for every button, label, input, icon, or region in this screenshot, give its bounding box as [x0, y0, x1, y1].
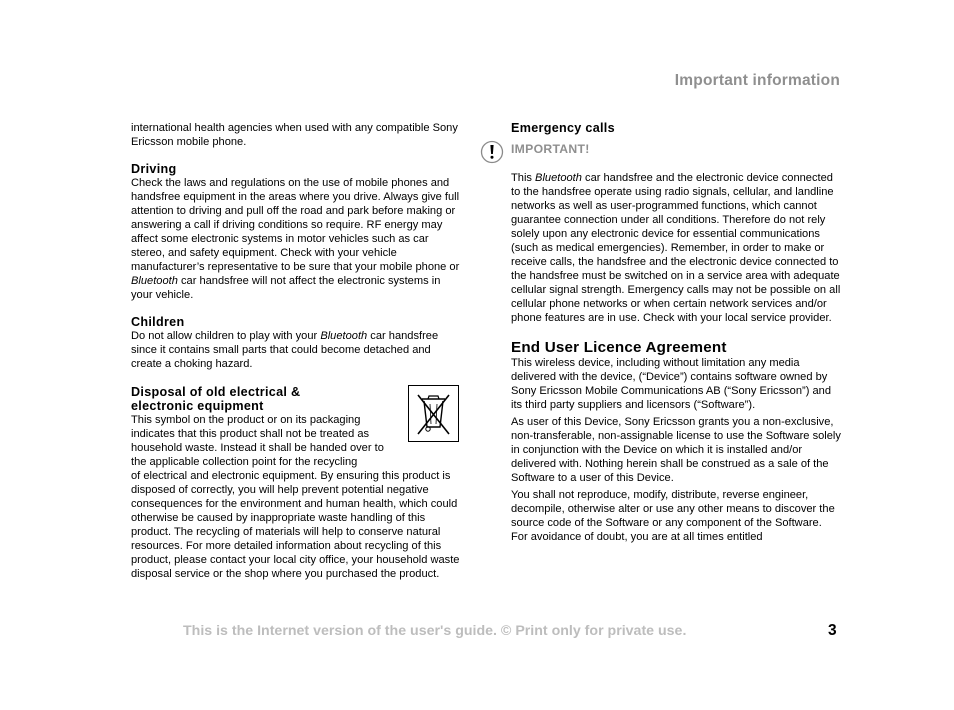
disposal-section — [131, 385, 461, 581]
page-number: 3 — [828, 622, 837, 639]
important-notice — [511, 142, 841, 168]
driving-text-before: Check the laws and regulations on the use of mobile phones and handsfree equipment in the areas where you drive. Always give full attention to driving and pull off the road and park before making or answering a call if driving conditions so require. RF energy may affect some electronic systems in motor vehicles such as car stereo, and safety equipment. Check with your vehicle manufacturer’s representative to be sure that your mobile phone or — [131, 177, 460, 273]
children-bluetooth-term: Bluetooth — [320, 330, 368, 342]
children-text-before: Do not allow children to play with your — [131, 330, 321, 342]
children-text-after: car handsfree since it contains small parts that could become detached and create a choking hazard. — [131, 330, 439, 370]
emergency-paragraph — [511, 171, 841, 325]
children-paragraph — [131, 329, 461, 371]
driving-heading: Driving — [131, 162, 177, 176]
emergency-text-before: This — [511, 172, 536, 184]
intro-paragraph: international health agencies when used with any compatible Sony Ericsson mobile phone. — [131, 122, 458, 148]
emergency-heading: Emergency calls — [511, 121, 615, 135]
eula-paragraph-1: This wireless device, including without limitation any media delivered with the device, (“Device”) contains software owned by Sony Ericsson Mobile Communications AB (“Sony Ericsson”) and its third party suppliers and licensors (“Software”). — [511, 357, 831, 411]
footer-notice: This is the Internet version of the user's guide. © Print only for private use. — [183, 623, 687, 639]
eula-heading: End User Licence Agreement — [511, 339, 727, 356]
emergency-text-after: car handsfree and the electronic device connected to the handsfree operate using radio signals, cellular, and landline networks as well as user-programmed functions, which cannot guarantee connection under all conditions. Therefore do not rely solely upon any electronic device for essential communications (such as medical emergencies). Remember, in order to make or receive calls, the handsfree and the electronic device connected to the handsfree must be switched on in a service area with adequate cellular signal strength. Emergency calls may not be possible on all cellular phone networks or when certain network services and/or phone features are in use. Check with your local service provider. — [511, 172, 841, 324]
driving-paragraph — [131, 176, 461, 302]
right-column — [511, 121, 841, 544]
crossed-out-wheelie-bin-icon — [408, 385, 459, 442]
emergency-bluetooth-term: Bluetooth — [535, 172, 582, 184]
disposal-paragraph-narrow: This symbol on the product or on its packaging indicates that this product shall not be treated as household waste. Instead it shall be handed over to the applicable collection point for the recycling — [131, 414, 384, 468]
disposal-heading-line1: Disposal of old electrical & — [131, 385, 301, 399]
disposal-heading-line2: electronic equipment — [131, 399, 264, 413]
driving-text-after: car handsfree will not affect the electronic systems in your vehicle. — [131, 275, 441, 301]
important-label: IMPORTANT! — [511, 142, 590, 156]
disposal-paragraph-wide: of electrical and electronic equipment. By ensuring this product is disposed of correctly, you will help prevent potential negative consequences for the environment and human health, which could otherwise be caused by inappropriate waste handling of this product. The recycling of materials will help to conserve natural resources. For more detailed information about recycling of this product, please contact your local city office, your household waste disposal service or the shop where you purchased the product. — [131, 470, 460, 580]
left-column — [131, 121, 461, 581]
driving-bluetooth-term: Bluetooth — [131, 275, 178, 287]
page-header-title: Important information — [674, 72, 840, 89]
children-heading: Children — [131, 315, 185, 329]
eula-paragraph-2: As user of this Device, Sony Ericsson grants you a non-exclusive, non-transferable, non-assignable license to use the Software solely in conjunction with the Device on which it is installed and/or delivered with. Nothing herein shall be construed as a sale of the Software to a user of this Device. — [511, 416, 841, 484]
eula-paragraph-3: You shall not reproduce, modify, distribute, reverse engineer, decompile, otherwise alter or use any other means to discover the source code of the Software or any component of the Software. For avoidance of doubt, you are at all times entitled — [511, 489, 835, 543]
warning-exclamation-icon — [480, 140, 504, 164]
